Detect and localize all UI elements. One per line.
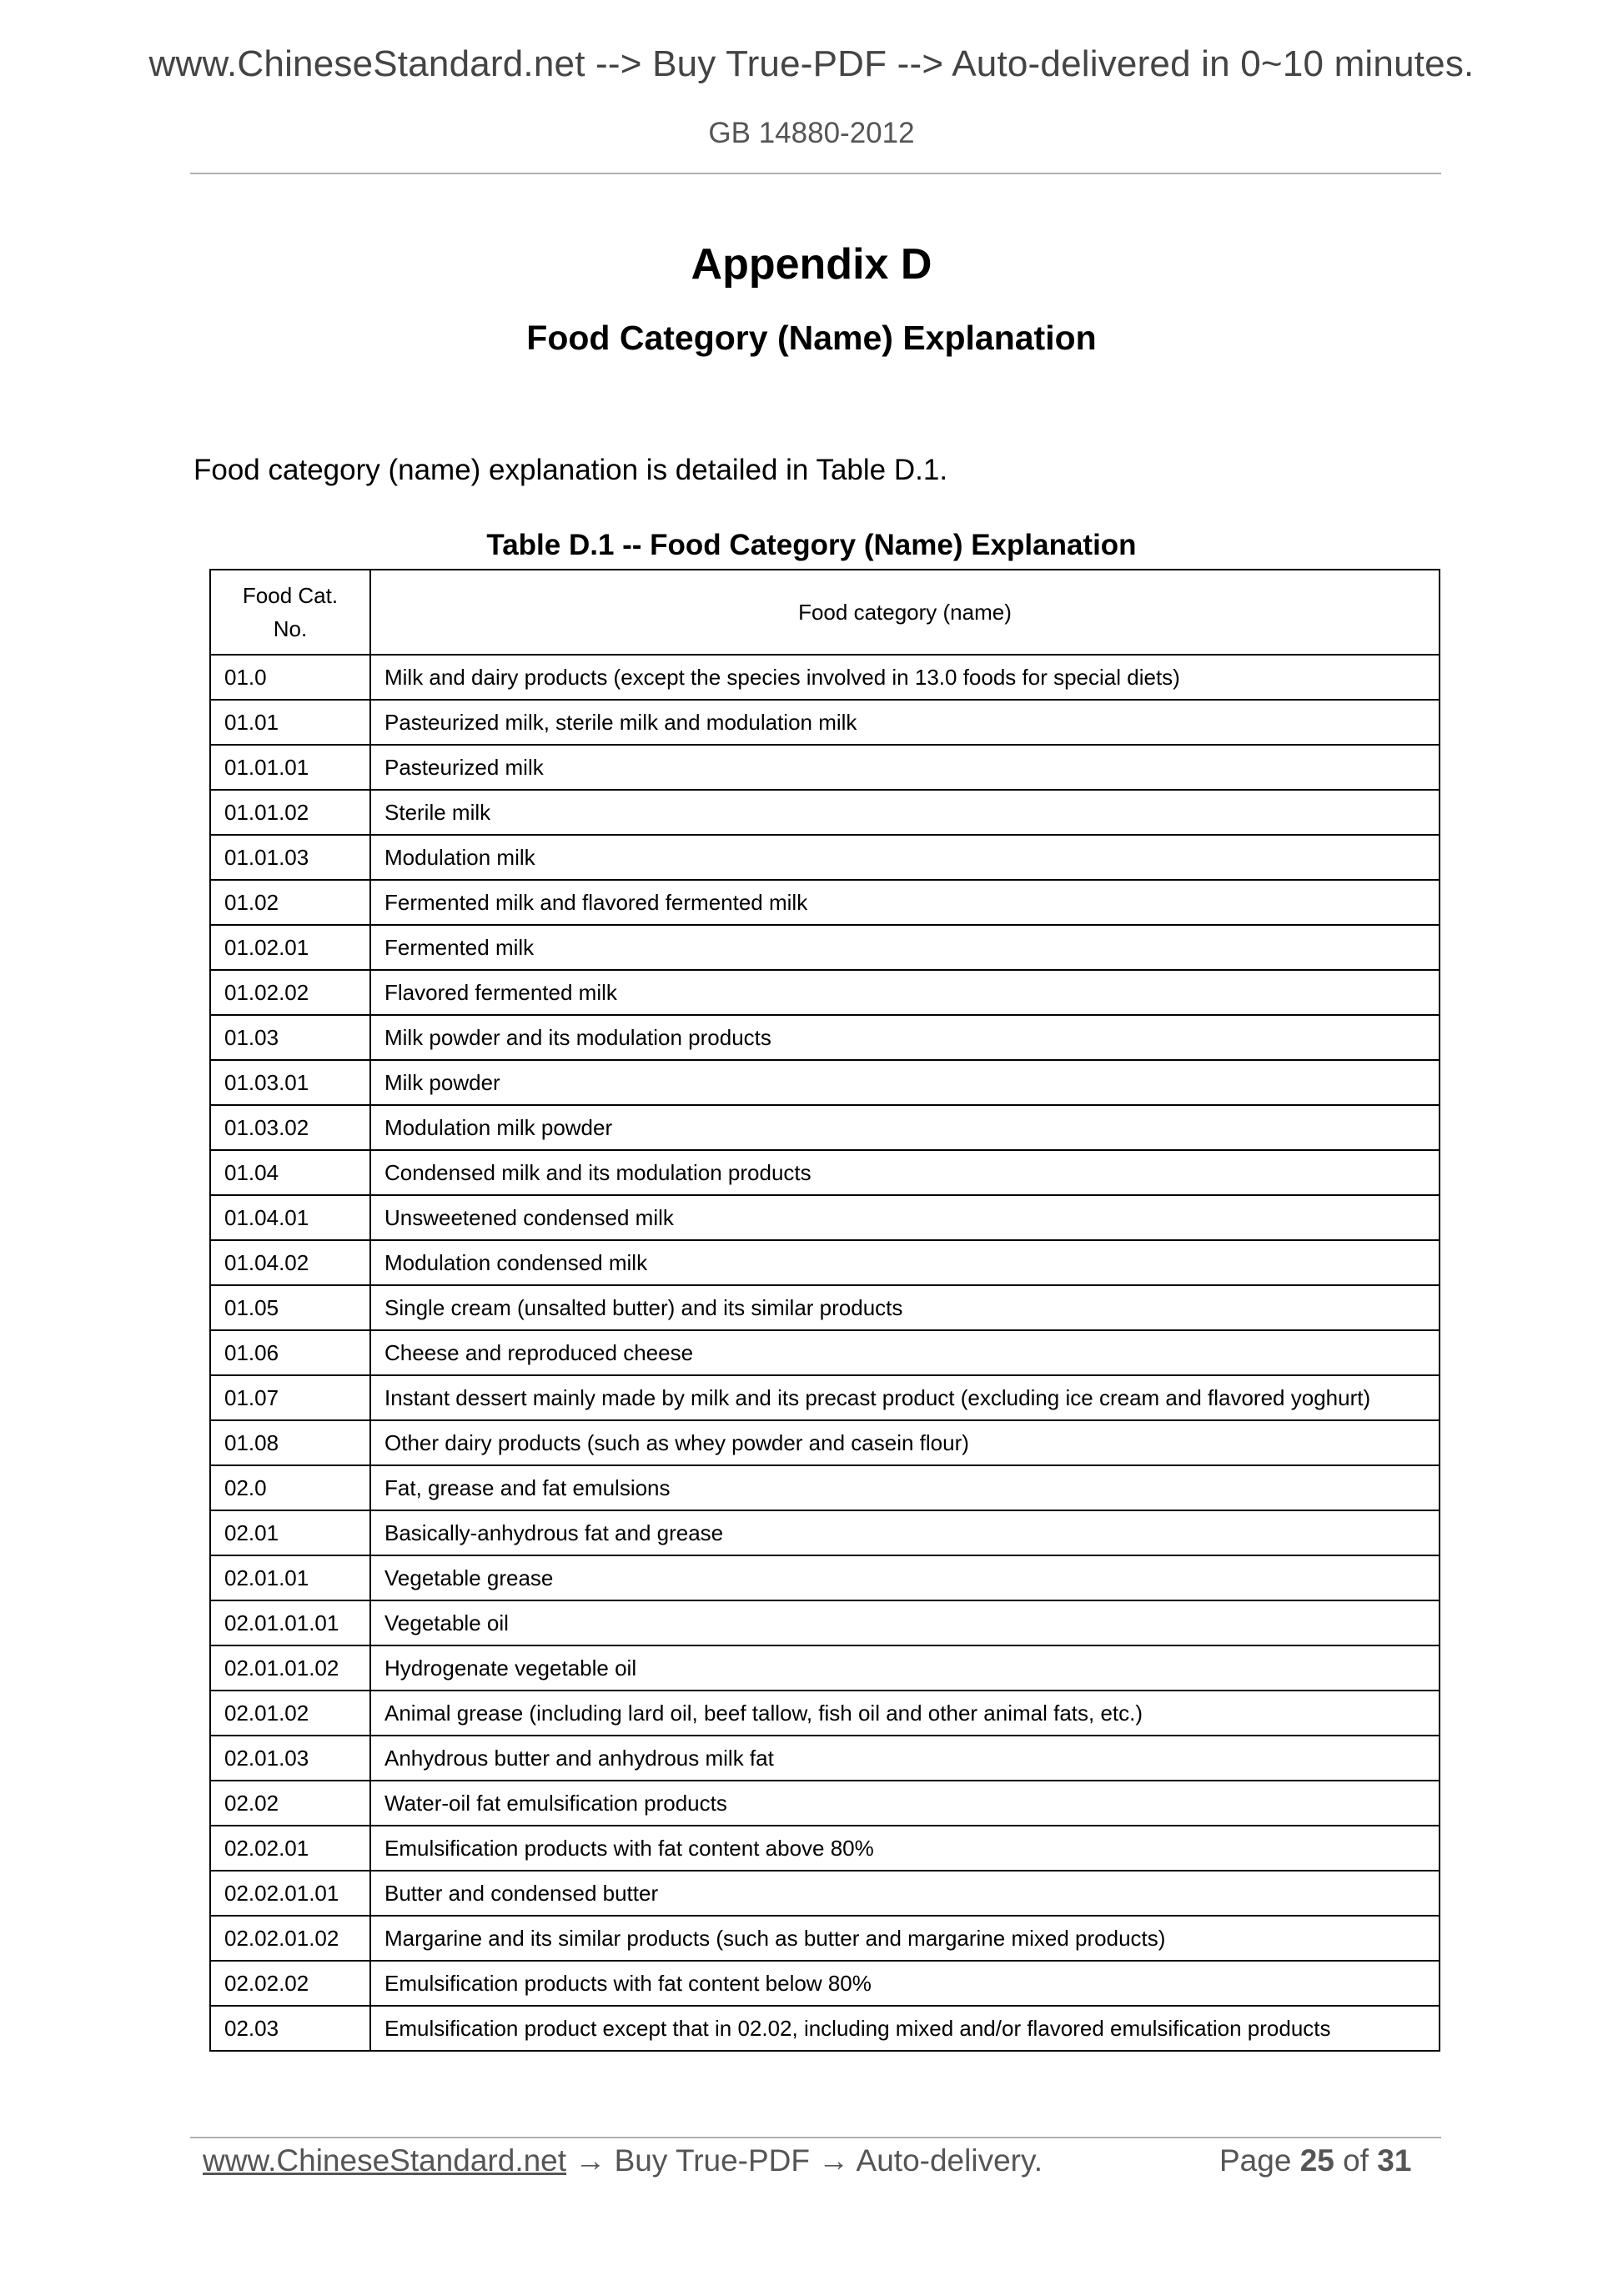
table-row — [210, 745, 1440, 790]
food-category-name-cell: Anhydrous butter and anhydrous milk fat — [370, 1736, 1440, 1781]
footer-delivery-text: Auto-delivery. — [856, 2143, 1043, 2178]
page-of: of — [1343, 2143, 1369, 2178]
food-cat-no-cell: 02.01.03 — [210, 1736, 370, 1781]
table-row — [210, 1826, 1440, 1871]
food-category-name-cell: Emulsification products with fat content above 80% — [370, 1826, 1440, 1871]
table-row — [210, 1691, 1440, 1736]
food-category-name-cell: Basically-anhydrous fat and grease — [370, 1510, 1440, 1555]
food-cat-no-cell: 01.07 — [210, 1375, 370, 1420]
food-category-name-cell: Butter and condensed butter — [370, 1871, 1440, 1916]
food-category-table — [209, 569, 1440, 2052]
table-row — [210, 1060, 1440, 1105]
table-row — [210, 1285, 1440, 1330]
food-cat-no-cell: 01.02 — [210, 880, 370, 925]
food-category-name-cell: Flavored fermented milk — [370, 970, 1440, 1015]
food-category-name-cell: Fat, grease and fat emulsions — [370, 1465, 1440, 1510]
food-category-name-cell: Single cream (unsalted butter) and its similar products — [370, 1285, 1440, 1330]
table-row — [210, 970, 1440, 1015]
food-category-name-cell: Margarine and its similar products (such as butter and margarine mixed products) — [370, 1916, 1440, 1961]
food-cat-no-cell: 01.02.02 — [210, 970, 370, 1015]
appendix-title: Appendix D — [691, 240, 932, 289]
food-cat-no-cell: 01.05 — [210, 1285, 370, 1330]
table-row — [210, 1781, 1440, 1826]
food-cat-no-cell: 02.01.02 — [210, 1691, 370, 1736]
table-row — [210, 1961, 1440, 2006]
food-cat-no-cell: 01.01.02 — [210, 790, 370, 835]
food-cat-no-cell: 02.03 — [210, 2006, 370, 2051]
food-cat-no-cell: 01.04.02 — [210, 1240, 370, 1285]
table-row — [210, 1330, 1440, 1375]
header-divider — [190, 173, 1441, 174]
page-indicator — [1219, 2143, 1411, 2178]
food-cat-no-cell: 01.03.02 — [210, 1105, 370, 1150]
food-cat-no-cell: 02.01.01 — [210, 1555, 370, 1600]
table-row — [210, 1465, 1440, 1510]
food-category-name-cell: Hydrogenate vegetable oil — [370, 1645, 1440, 1691]
table-row — [210, 790, 1440, 835]
table-caption: Table D.1 -- Food Category (Name) Explanation — [486, 529, 1137, 561]
footer-buy-text: Buy True-PDF — [614, 2143, 811, 2178]
food-cat-no-cell: 01.04.01 — [210, 1195, 370, 1240]
food-cat-no-cell: 02.02.01 — [210, 1826, 370, 1871]
food-category-name-cell: Emulsification products with fat content below 80% — [370, 1961, 1440, 2006]
food-category-name-cell: Fermented milk — [370, 925, 1440, 970]
food-cat-no-cell: 02.01 — [210, 1510, 370, 1555]
food-cat-no-cell: 01.03.01 — [210, 1060, 370, 1105]
food-category-name-cell: Cheese and reproduced cheese — [370, 1330, 1440, 1375]
food-category-name-cell: Pasteurized milk, sterile milk and modulation milk — [370, 700, 1440, 745]
table-row — [210, 1555, 1440, 1600]
page-total: 31 — [1377, 2143, 1412, 2178]
page-label: Page — [1219, 2143, 1292, 2178]
table-header-row — [210, 570, 1440, 655]
table-row — [210, 655, 1440, 700]
table-row — [210, 700, 1440, 745]
header-food-cat-no-line2: No. — [273, 616, 308, 641]
food-category-name-cell: Animal grease (including lard oil, beef tallow, fish oil and other animal fats, etc.) — [370, 1691, 1440, 1736]
footer-divider — [190, 2137, 1441, 2138]
food-category-name-cell: Milk and dairy products (except the species involved in 13.0 foods for special diets) — [370, 655, 1440, 700]
table-body — [210, 655, 1440, 2051]
header-food-cat-no — [210, 570, 370, 655]
table-row — [210, 1420, 1440, 1465]
food-category-name-cell: Vegetable oil — [370, 1600, 1440, 1645]
food-cat-no-cell: 01.02.01 — [210, 925, 370, 970]
footer-site-link[interactable]: www.ChineseStandard.net — [203, 2143, 567, 2178]
table-row — [210, 1150, 1440, 1195]
food-category-name-cell: Unsweetened condensed milk — [370, 1195, 1440, 1240]
table-row — [210, 1015, 1440, 1060]
food-category-name-cell: Modulation milk — [370, 835, 1440, 880]
food-cat-no-cell: 02.02.01.02 — [210, 1916, 370, 1961]
food-category-name-cell: Milk powder and its modulation products — [370, 1015, 1440, 1060]
food-category-name-cell: Condensed milk and its modulation products — [370, 1150, 1440, 1195]
footer-left — [203, 2143, 1043, 2178]
arrow-right-icon: → — [575, 2143, 606, 2178]
table-row — [210, 1510, 1440, 1555]
table-row — [210, 1600, 1440, 1645]
header-food-category-name: Food category (name) — [370, 570, 1440, 655]
food-category-name-cell: Sterile milk — [370, 790, 1440, 835]
table-row — [210, 1105, 1440, 1150]
food-category-name-cell: Water-oil fat emulsification products — [370, 1781, 1440, 1826]
food-cat-no-cell: 02.01.01.02 — [210, 1645, 370, 1691]
food-category-name-cell: Pasteurized milk — [370, 745, 1440, 790]
food-cat-no-cell: 01.08 — [210, 1420, 370, 1465]
food-cat-no-cell: 01.04 — [210, 1150, 370, 1195]
table-row — [210, 925, 1440, 970]
standard-code: GB 14880-2012 — [708, 117, 915, 149]
header-food-cat-no-line1: Food Cat. — [242, 583, 339, 608]
food-cat-no-cell: 01.01.03 — [210, 835, 370, 880]
food-category-name-cell: Fermented milk and flavored fermented milk — [370, 880, 1440, 925]
table-row — [210, 1195, 1440, 1240]
table-row — [210, 835, 1440, 880]
food-cat-no-cell: 01.03 — [210, 1015, 370, 1060]
table-row — [210, 2006, 1440, 2051]
table-row — [210, 1871, 1440, 1916]
food-cat-no-cell: 02.01.01.01 — [210, 1600, 370, 1645]
table-row — [210, 1375, 1440, 1420]
intro-paragraph: Food category (name) explanation is detailed in Table D.1. — [193, 454, 948, 486]
table-row — [210, 1916, 1440, 1961]
food-cat-no-cell: 01.0 — [210, 655, 370, 700]
food-category-name-cell: Modulation milk powder — [370, 1105, 1440, 1150]
food-category-name-cell: Vegetable grease — [370, 1555, 1440, 1600]
food-cat-no-cell: 02.02.02 — [210, 1961, 370, 2006]
table-row — [210, 880, 1440, 925]
appendix-subtitle: Food Category (Name) Explanation — [526, 319, 1097, 357]
food-category-name-cell: Modulation condensed milk — [370, 1240, 1440, 1285]
top-banner: www.ChineseStandard.net --> Buy True-PDF --> Auto-delivered in 0~10 minutes. — [148, 43, 1475, 84]
food-cat-no-cell: 02.0 — [210, 1465, 370, 1510]
food-cat-no-cell: 01.01 — [210, 700, 370, 745]
arrow-right-icon: → — [818, 2143, 850, 2178]
page-current: 25 — [1299, 2143, 1334, 2178]
food-cat-no-cell: 02.02 — [210, 1781, 370, 1826]
table-row — [210, 1645, 1440, 1691]
food-category-name-cell: Emulsification product except that in 02.02, including mixed and/or flavored emulsification products — [370, 2006, 1440, 2051]
food-category-name-cell: Milk powder — [370, 1060, 1440, 1105]
food-cat-no-cell: 02.02.01.01 — [210, 1871, 370, 1916]
table-row — [210, 1736, 1440, 1781]
food-cat-no-cell: 01.06 — [210, 1330, 370, 1375]
food-category-name-cell: Other dairy products (such as whey powder and casein flour) — [370, 1420, 1440, 1465]
food-cat-no-cell: 01.01.01 — [210, 745, 370, 790]
table-row — [210, 1240, 1440, 1285]
food-category-name-cell: Instant dessert mainly made by milk and its precast product (excluding ice cream and flavored yoghurt) — [370, 1375, 1440, 1420]
